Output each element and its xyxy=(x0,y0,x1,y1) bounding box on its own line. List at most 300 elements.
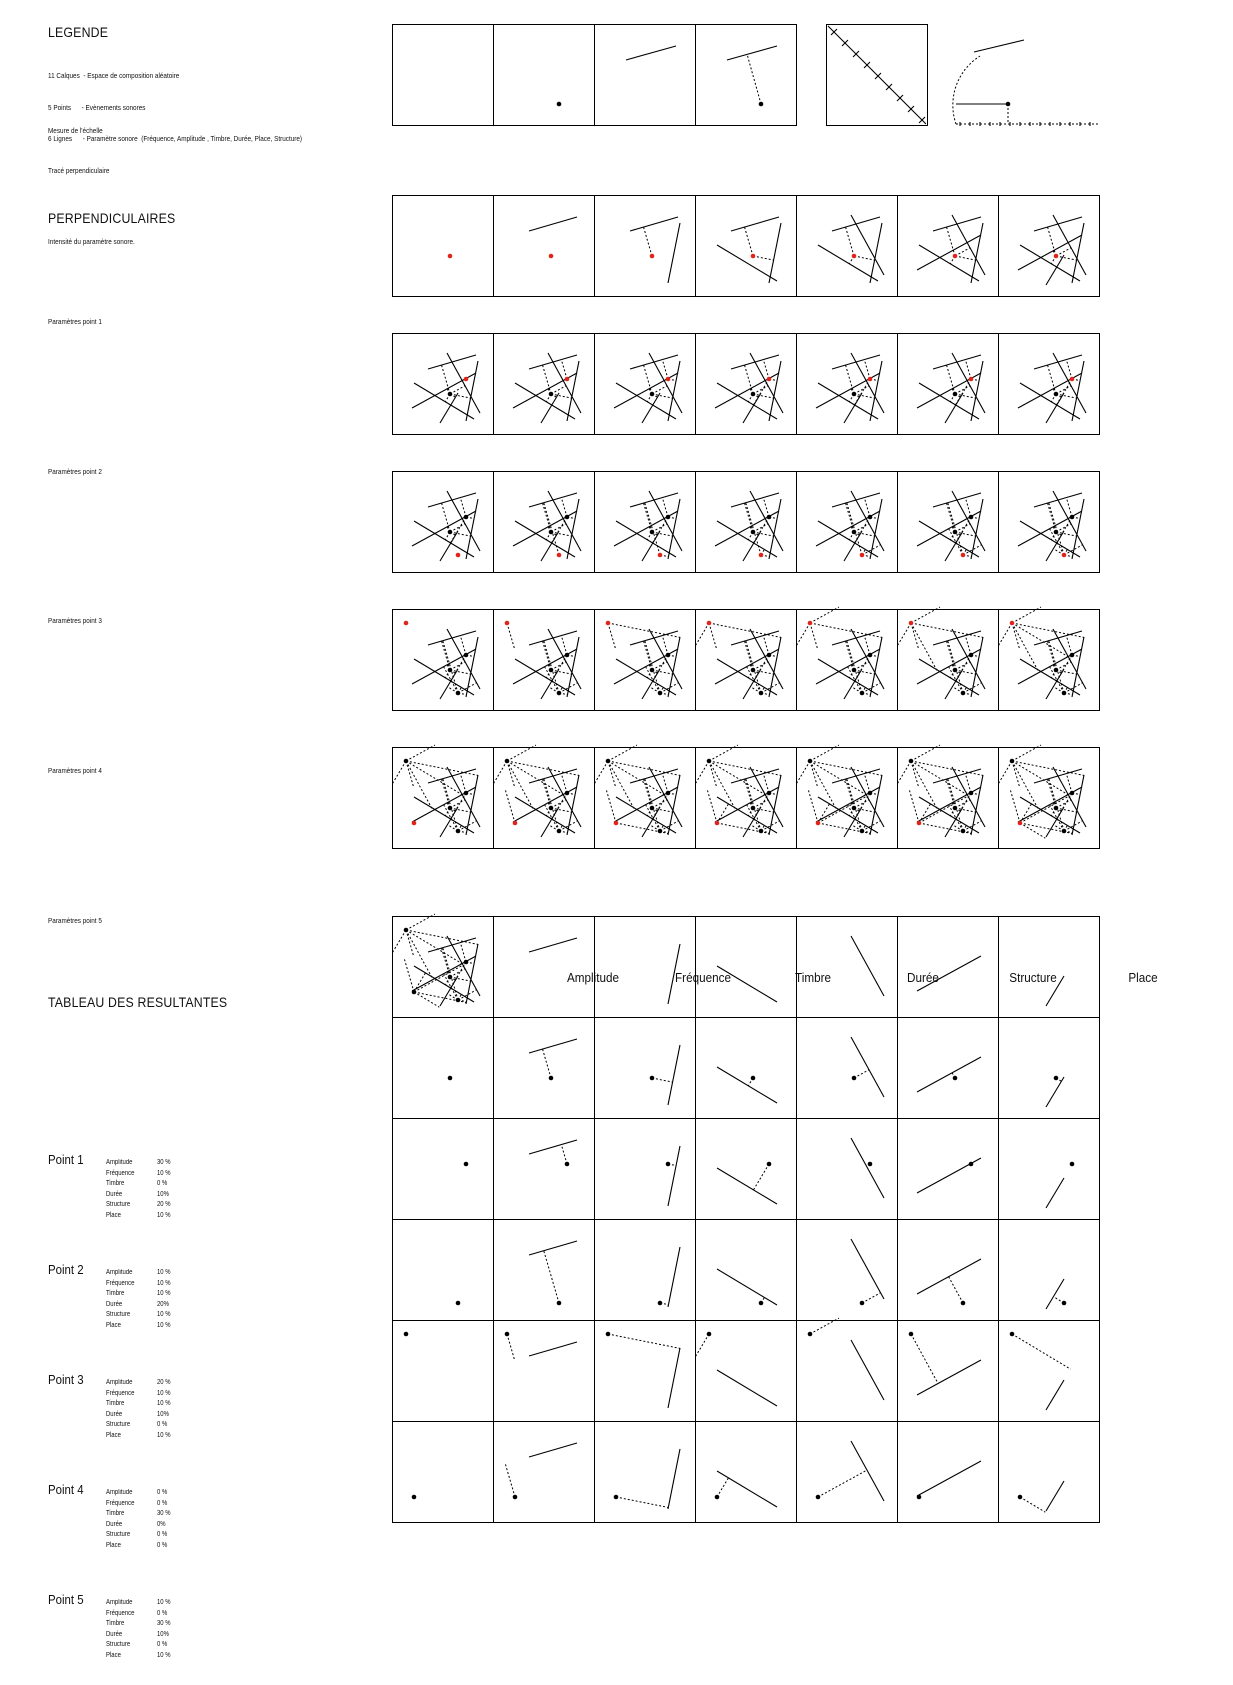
param-label: Structure xyxy=(106,1201,131,1209)
perpendicular-trace xyxy=(747,54,761,104)
sequence-panel-p3-6 xyxy=(897,471,999,573)
sound-point xyxy=(767,791,772,796)
perpendicular-trace xyxy=(911,761,919,787)
sound-point xyxy=(767,653,772,658)
perpendicular-trace xyxy=(652,808,673,812)
panel-frame xyxy=(696,1321,797,1422)
sequence-panel-p2-3 xyxy=(594,333,696,435)
result-cell-r1-c1 xyxy=(493,1017,595,1119)
active-point xyxy=(808,621,813,626)
sound-point xyxy=(404,759,409,764)
panel-frame xyxy=(797,1018,898,1119)
active-point xyxy=(953,254,958,259)
perpendicular-trace xyxy=(808,790,818,823)
panel-frame xyxy=(494,917,595,1018)
perpendicular-trace xyxy=(796,623,810,646)
parameter-line xyxy=(529,1241,577,1255)
parameter-line xyxy=(717,966,777,1002)
perpendicular-trace xyxy=(862,1293,881,1303)
panel-frame xyxy=(696,472,797,573)
param-label: Fréquence xyxy=(106,1499,135,1507)
active-point xyxy=(1010,621,1015,626)
active-point xyxy=(658,553,663,558)
parameter-line xyxy=(1018,235,1082,270)
param-label: Durée xyxy=(106,1520,123,1528)
sound-point xyxy=(1062,829,1067,834)
param-label: Place xyxy=(106,1211,121,1219)
perpendicular-trace xyxy=(753,532,774,536)
param-label: Structure xyxy=(106,1311,131,1319)
sound-point xyxy=(969,653,974,658)
perpendicular-trace xyxy=(911,623,938,672)
perpendicular-trace xyxy=(616,823,668,833)
sound-point xyxy=(1070,515,1075,520)
perpendicular-trace xyxy=(551,394,572,398)
perpendicular-trace xyxy=(909,790,919,823)
row-label-point-1: Paramètres point 1 xyxy=(48,317,102,326)
sound-point xyxy=(969,791,974,796)
perpendicular-trace xyxy=(763,498,769,517)
param-value: 10 % xyxy=(157,1431,171,1439)
perpendicular-trace xyxy=(1012,761,1039,810)
perpendicular-trace xyxy=(847,503,862,555)
sound-point xyxy=(1054,530,1059,535)
parameter-line xyxy=(626,46,676,60)
perpendicular-trace xyxy=(443,779,458,831)
perpendicular-trace xyxy=(854,670,875,674)
parameter-line xyxy=(818,659,878,695)
sound-point xyxy=(412,1495,417,1500)
parameter-line xyxy=(1046,1279,1064,1309)
sequence-panel-p5-7 xyxy=(998,747,1100,849)
perpendicular-trace xyxy=(507,761,579,775)
param-label: Timbre xyxy=(106,1290,125,1298)
sequence-panel-p5-1 xyxy=(392,747,494,849)
panel-frame xyxy=(595,610,696,711)
panel-frame xyxy=(898,472,999,573)
point-params xyxy=(106,1268,191,1332)
panel-frame xyxy=(999,334,1100,435)
perpendicular-trace xyxy=(406,930,433,979)
panel-frame xyxy=(494,1422,595,1523)
point-params xyxy=(106,1378,191,1442)
perpendicular-trace xyxy=(998,623,1012,646)
parameter-line xyxy=(1020,659,1080,695)
perpendicular-trace xyxy=(709,761,736,810)
sequence-panel-p1-5 xyxy=(796,195,898,297)
parameter-line xyxy=(851,1340,884,1400)
parameter-line xyxy=(630,217,678,231)
result-cell-r2-c1 xyxy=(493,1118,595,1220)
perpendicular-trace xyxy=(406,761,478,775)
panel-frame xyxy=(696,748,797,849)
panel-frame xyxy=(898,1321,999,1422)
panel-frame xyxy=(797,1422,898,1523)
point-params xyxy=(106,1598,191,1662)
sound-point xyxy=(650,392,655,397)
param-value: 30 % xyxy=(157,1620,171,1628)
point-3-block xyxy=(48,1372,171,1439)
sound-point xyxy=(464,653,469,658)
active-point xyxy=(816,821,821,826)
active-point xyxy=(404,621,409,626)
param-value: 0 % xyxy=(157,1609,168,1617)
active-point xyxy=(464,377,469,382)
panel-frame xyxy=(393,917,494,1018)
perpendicular-trace xyxy=(652,670,673,674)
parameter-line xyxy=(1046,1178,1064,1208)
parameter-line xyxy=(668,1247,680,1307)
param-label: Fréquence xyxy=(106,1279,135,1287)
panel-frame xyxy=(898,1220,999,1321)
sound-point xyxy=(549,668,554,673)
parameter-line xyxy=(952,215,985,275)
result-cell-r4-c1 xyxy=(493,1320,595,1422)
perpendicular-trace xyxy=(763,360,769,379)
param-label: Fréquence xyxy=(106,1169,135,1177)
param-value: 10 % xyxy=(157,1400,171,1408)
panel-frame xyxy=(595,472,696,573)
sound-point xyxy=(464,960,469,965)
perpendicular-trace xyxy=(748,1078,753,1086)
panel-frame xyxy=(898,196,999,297)
perpendicular-trace xyxy=(847,779,862,831)
param-value: 30 % xyxy=(157,1510,171,1518)
perpendicular-trace xyxy=(1012,761,1071,796)
parameter-line xyxy=(668,223,680,283)
perpendicular-trace xyxy=(949,1277,963,1303)
result-cell-r1-c4 xyxy=(796,1017,898,1119)
active-point xyxy=(969,377,974,382)
active-point xyxy=(565,377,570,382)
result-cell-r3-c1 xyxy=(493,1219,595,1321)
sequence-panel-p4-3 xyxy=(594,609,696,711)
perpendicular-trace xyxy=(695,1334,709,1357)
param-value: 10 % xyxy=(157,1169,171,1177)
param-label: Place xyxy=(106,1541,121,1549)
parameter-line xyxy=(529,1039,577,1053)
perpendicular-trace xyxy=(543,1049,551,1078)
panel-frame xyxy=(898,1422,999,1523)
result-cell-r0-c6 xyxy=(998,916,1100,1018)
perpendicular-trace xyxy=(864,636,870,655)
perpendicular-trace xyxy=(864,360,870,379)
param-value: 0 % xyxy=(157,1489,168,1496)
perpendicular-trace xyxy=(493,761,507,784)
sound-point xyxy=(751,530,756,535)
row-label-point-2: Paramètres point 2 xyxy=(48,467,102,476)
legende-line: 5 Points - Evènements sonores xyxy=(48,102,146,112)
sound-point xyxy=(666,791,671,796)
sound-point xyxy=(868,653,873,658)
parameter-line xyxy=(529,1443,577,1457)
result-cell-r4-c3 xyxy=(695,1320,797,1422)
perpendicular-trace xyxy=(460,498,466,517)
sequence-panel-p3-7 xyxy=(998,471,1100,573)
panel-frame xyxy=(595,25,696,126)
param-value: 10% xyxy=(157,1190,169,1198)
perpendicular-trace xyxy=(507,761,566,796)
param-value: 10 % xyxy=(157,1651,171,1659)
sound-point xyxy=(448,1076,453,1081)
sound-point xyxy=(565,515,570,520)
result-cell-r3-c2 xyxy=(594,1219,696,1321)
sound-point xyxy=(412,990,417,995)
panel-frame xyxy=(494,1119,595,1220)
panel-frame xyxy=(595,917,696,1018)
measure-arc xyxy=(953,56,980,124)
row-label-point-5: Paramètres point 5 xyxy=(48,916,102,925)
perpendicular-trace xyxy=(662,774,668,793)
panel-frame xyxy=(595,1119,696,1220)
parameter-line xyxy=(668,1449,680,1509)
perpendicular-trace xyxy=(404,959,414,992)
point-name: Point 1 xyxy=(48,1152,84,1167)
result-cell-r2-c2 xyxy=(594,1118,696,1220)
sound-point xyxy=(751,668,756,673)
legende-panel-1 xyxy=(392,24,494,126)
parameter-line xyxy=(917,1461,981,1496)
active-point xyxy=(650,254,655,259)
active-point xyxy=(860,553,865,558)
parameter-line xyxy=(851,1138,884,1198)
sound-point xyxy=(666,515,671,520)
parameter-line xyxy=(974,40,1024,52)
param-value: 10 % xyxy=(157,1279,171,1287)
panel-frame xyxy=(595,196,696,297)
perpendicular-trace xyxy=(854,532,875,536)
result-cell-r2-c5 xyxy=(897,1118,999,1220)
perpendicular-trace xyxy=(1056,808,1077,812)
parameter-line xyxy=(529,1342,577,1356)
panel-frame xyxy=(494,25,595,126)
result-cell-r0-c1 xyxy=(493,916,595,1018)
perpendicular-trace xyxy=(709,623,781,637)
perpendicular-trace xyxy=(1012,761,1084,775)
parameter-line xyxy=(414,797,474,833)
panel-frame xyxy=(999,917,1100,1018)
perpendicular-trace xyxy=(507,1334,515,1360)
perpendicular-trace xyxy=(450,808,471,812)
perpendicular-trace xyxy=(662,636,668,655)
sound-point xyxy=(953,668,958,673)
sequence-panel-p5-3 xyxy=(594,747,696,849)
panel-frame xyxy=(494,610,595,711)
param-value: 20% xyxy=(157,1300,169,1308)
perpendicular-trace xyxy=(818,823,870,833)
perpendicular-trace xyxy=(695,623,709,646)
perpendicular-trace xyxy=(1066,636,1072,655)
active-point xyxy=(666,377,671,382)
sound-point xyxy=(860,829,865,834)
param-value: 20 % xyxy=(157,1201,171,1209)
perpendicular-trace xyxy=(746,503,761,555)
sound-point xyxy=(969,515,974,520)
parameter-line xyxy=(668,1045,680,1105)
sound-point xyxy=(751,806,756,811)
sequence-panel-p4-1 xyxy=(392,609,494,711)
sequence-panel-p5-2 xyxy=(493,747,595,849)
sound-point xyxy=(456,829,461,834)
perpendicular-trace xyxy=(443,641,458,693)
result-cell-r5-c1 xyxy=(493,1421,595,1523)
panel-frame xyxy=(797,1220,898,1321)
active-point xyxy=(1054,254,1059,259)
perpendicular-trace xyxy=(763,774,769,793)
parameter-line xyxy=(727,46,777,60)
sound-point xyxy=(650,668,655,673)
sound-point xyxy=(759,691,764,696)
legende-line: 6 Lignes - Paramètre sonore (Fréquence, Amplitude , Timbre, Durée, Place, Structure) xyxy=(48,134,303,143)
panel-frame xyxy=(393,1018,494,1119)
perpendicular-trace xyxy=(507,623,515,649)
perpendicular-trace xyxy=(763,636,769,655)
panel-frame xyxy=(595,1321,696,1422)
active-point xyxy=(759,553,764,558)
result-cell-r1-c2 xyxy=(594,1017,696,1119)
parameter-line xyxy=(515,659,575,695)
scale-panel xyxy=(826,24,928,126)
result-cell-r5-c0 xyxy=(392,1421,494,1523)
panel-frame xyxy=(797,334,898,435)
param-value: 20 % xyxy=(157,1379,171,1386)
result-cell-r0-c5 xyxy=(897,916,999,1018)
result-cell-r5-c3 xyxy=(695,1421,797,1523)
perpendicular-trace xyxy=(561,498,567,517)
perpendicular-trace xyxy=(662,498,668,517)
parameter-line xyxy=(818,383,878,419)
parameter-line xyxy=(717,659,777,695)
parameter-line xyxy=(919,521,979,557)
panel-frame xyxy=(696,334,797,435)
param-value: 0 % xyxy=(157,1541,168,1549)
sound-point xyxy=(868,515,873,520)
perpendicular-trace xyxy=(561,1145,567,1164)
panel-frame xyxy=(797,610,898,711)
parameter-line xyxy=(616,659,676,695)
sound-point xyxy=(549,806,554,811)
parameter-line xyxy=(851,936,884,996)
param-label: Timbre xyxy=(106,1620,125,1628)
perpendicular-trace xyxy=(810,623,882,637)
sequence-panel-p1-7 xyxy=(998,195,1100,297)
result-cell-r5-c6 xyxy=(998,1421,1100,1523)
perpendicular-trace xyxy=(450,977,471,981)
parameter-line xyxy=(818,797,878,833)
panel-frame xyxy=(393,1220,494,1321)
active-point xyxy=(767,377,772,382)
perpendicular-trace xyxy=(897,623,911,646)
point-4-block xyxy=(48,1482,171,1549)
perpendicular-trace xyxy=(965,774,971,793)
perpendicular-trace xyxy=(854,394,875,398)
perpendicular-trace xyxy=(1056,256,1077,260)
result-cell-r3-c0 xyxy=(392,1219,494,1321)
perpendicular-trace xyxy=(662,360,668,379)
parameter-line xyxy=(917,956,981,991)
active-point xyxy=(1062,553,1067,558)
perpendicular-trace xyxy=(450,394,471,398)
perpendicular-trace xyxy=(753,1164,769,1190)
result-cell-r3-c4 xyxy=(796,1219,898,1321)
sequence-panel-p3-1 xyxy=(392,471,494,573)
perpendicular-trace xyxy=(717,823,769,833)
perpendicular-trace xyxy=(608,761,616,787)
parameter-line xyxy=(818,245,878,281)
perpendicular-trace xyxy=(746,641,761,693)
result-cell-r2-c3 xyxy=(695,1118,797,1220)
active-point xyxy=(505,621,510,626)
tableau-title: TABLEAU DES RESULTANTES xyxy=(48,994,228,1010)
result-cell-r1-c5 xyxy=(897,1017,999,1119)
parameter-line xyxy=(919,383,979,419)
perpendicular-trace xyxy=(753,808,774,812)
perpendicular-trace xyxy=(406,761,433,810)
sound-point xyxy=(1010,759,1015,764)
sound-point xyxy=(448,975,453,980)
perpendicular-trace xyxy=(1049,641,1064,693)
sound-point xyxy=(852,392,857,397)
active-point xyxy=(448,254,453,259)
perpendicular-trace xyxy=(846,227,854,256)
param-label: Timbre xyxy=(106,1510,125,1518)
perpendicular-trace xyxy=(753,670,774,674)
parameter-line xyxy=(414,966,474,1002)
param-label: Place xyxy=(106,1431,121,1439)
perpendicular-trace xyxy=(965,636,971,655)
parameter-line xyxy=(616,797,676,833)
parameter-line xyxy=(1020,383,1080,419)
perpendicular-trace xyxy=(709,761,781,775)
parameter-line xyxy=(414,659,474,695)
panel-frame xyxy=(494,334,595,435)
result-cell-r3-c5 xyxy=(897,1219,999,1321)
panel-frame xyxy=(696,1422,797,1523)
perpendicular-trace xyxy=(544,1251,559,1303)
sound-point xyxy=(1054,668,1059,673)
parameter-line xyxy=(616,521,676,557)
param-value: 10 % xyxy=(157,1290,171,1298)
sequence-panel-p3-3 xyxy=(594,471,696,573)
perpendicular-trace xyxy=(608,761,680,775)
parameter-line xyxy=(668,944,680,1004)
sequence-panel-p1-2 xyxy=(493,195,595,297)
sequence-panel-p4-4 xyxy=(695,609,797,711)
panel-frame xyxy=(898,917,999,1018)
sound-point xyxy=(808,759,813,764)
sound-point xyxy=(557,102,562,107)
perpendiculaires-title: PERPENDICULAIRES xyxy=(48,210,176,226)
panel-frame xyxy=(696,1119,797,1220)
point-name: Point 4 xyxy=(48,1482,84,1497)
panel-frame xyxy=(393,1321,494,1422)
sequence-panel-p2-5 xyxy=(796,333,898,435)
perpendicular-trace xyxy=(652,394,673,398)
parameter-line xyxy=(731,217,779,231)
perpendicular-trace xyxy=(965,498,971,517)
parameter-line xyxy=(529,938,577,952)
parameter-line xyxy=(717,383,777,419)
parameter-line xyxy=(917,1259,981,1294)
parameter-line xyxy=(717,1269,777,1305)
result-cell-r3-c3 xyxy=(695,1219,797,1321)
sound-point xyxy=(961,691,966,696)
perpendicular-trace xyxy=(709,623,717,649)
panel-frame xyxy=(494,748,595,849)
parameter-line xyxy=(529,217,577,231)
param-label: Fréquence xyxy=(106,1609,135,1617)
perpendicular-trace xyxy=(1049,503,1064,555)
